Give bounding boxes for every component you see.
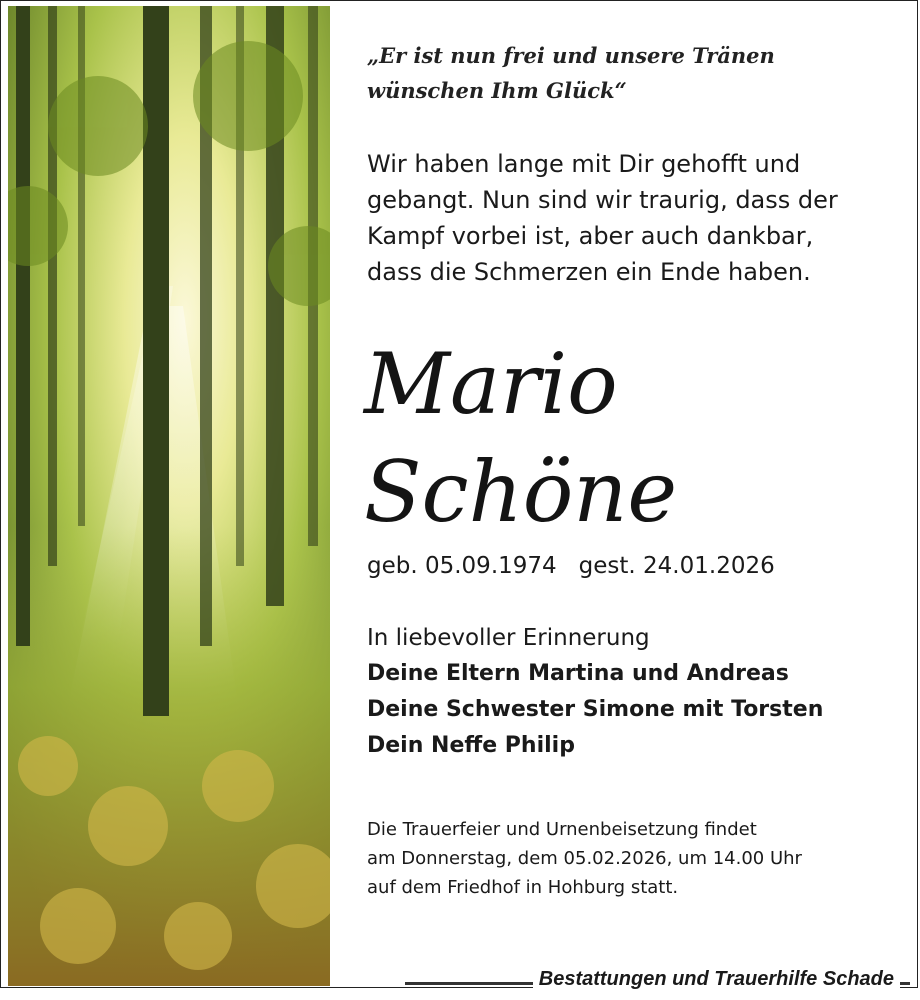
footer xyxy=(0,960,918,1000)
service-line-3: auf dem Friedhof in Hohburg statt. xyxy=(367,877,679,898)
remembrance xyxy=(367,620,907,764)
deceased-name xyxy=(364,330,677,546)
message-line-3: Kampf vorbei ist, aber auch dankbar, xyxy=(367,222,814,250)
first-name: Mario xyxy=(364,335,618,433)
mourner-parents: Deine Eltern Martina und Andreas xyxy=(367,661,789,686)
birth-date: geb. 05.09.1974 xyxy=(367,553,557,579)
service-line-2: am Donnerstag, dem 05.02.2026, um 14.00 Uhr xyxy=(367,848,802,869)
funeral-home-name: Bestattungen und Trauerhilfe Schade xyxy=(533,968,900,991)
service-info xyxy=(367,815,907,902)
forest-photo xyxy=(8,6,330,986)
quote-line-2: wünschen Ihm Glück“ xyxy=(367,78,627,103)
service-line-1: Die Trauerfeier und Urnenbeisetzung findet xyxy=(367,819,757,840)
quote-line-1: „Er ist nun frei und unsere Tränen xyxy=(367,43,775,68)
last-name: Schöne xyxy=(364,443,678,541)
mourner-nephew: Dein Neffe Philip xyxy=(367,733,575,758)
message-line-4: dass die Schmerzen ein Ende haben. xyxy=(367,258,811,286)
message xyxy=(367,146,897,290)
death-date: gest. 24.01.2026 xyxy=(578,553,775,579)
quote xyxy=(367,38,887,108)
remembrance-intro: In liebevoller Erinnerung xyxy=(367,625,650,651)
mourner-sister: Deine Schwester Simone mit Torsten xyxy=(367,697,824,722)
message-line-1: Wir haben lange mit Dir gehofft und xyxy=(367,150,801,178)
life-dates xyxy=(367,548,887,584)
message-line-2: gebangt. Nun sind wir traurig, dass der xyxy=(367,186,838,214)
